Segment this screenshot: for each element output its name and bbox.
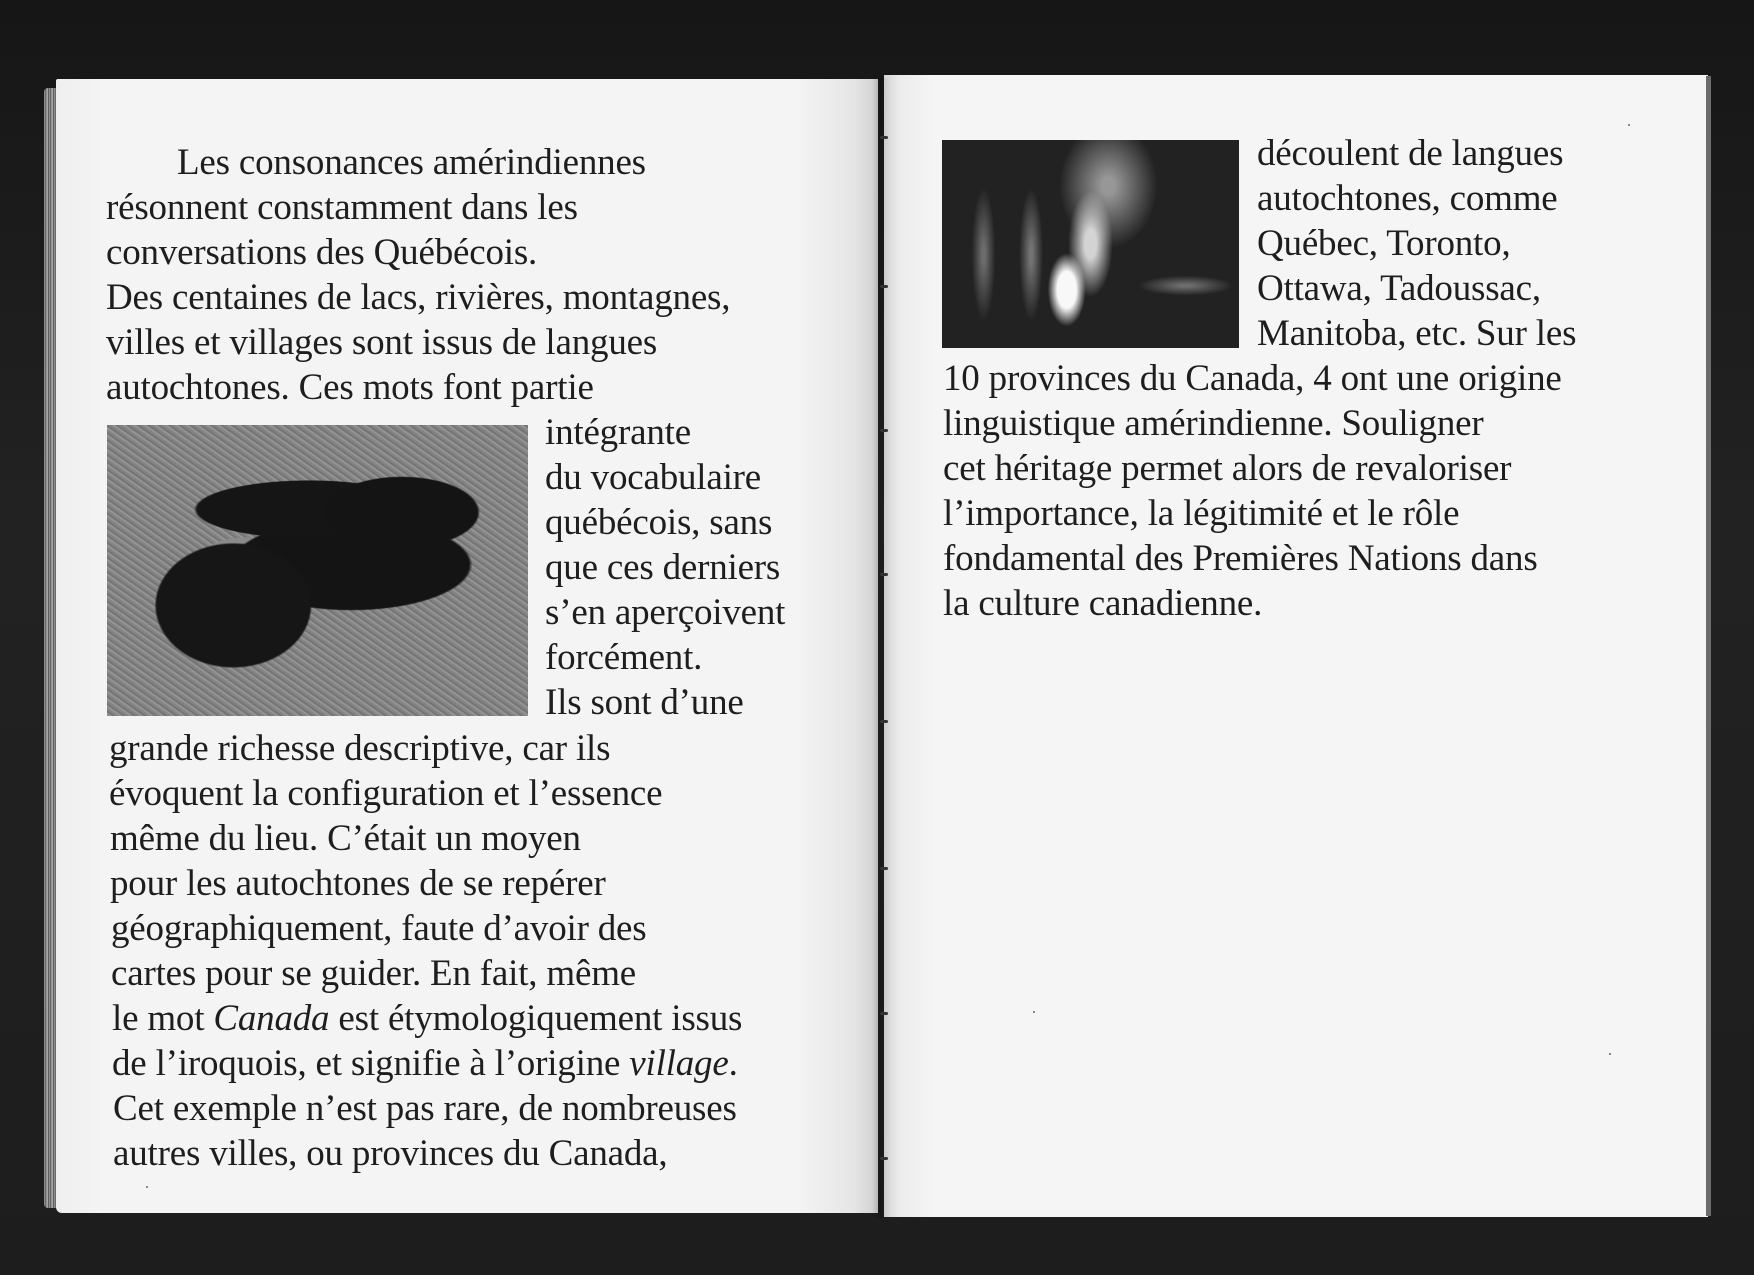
spine-stitch: [880, 1157, 888, 1160]
paper-speck: [1609, 1053, 1611, 1055]
paper-speck: [1033, 1011, 1035, 1013]
text-line: du vocabulaire: [545, 457, 762, 498]
text-line: Ottawa, Tadoussac,: [1257, 268, 1541, 309]
text-line: Les consonances amérindiennes: [177, 142, 646, 183]
text-line: autochtones. Ces mots font partie: [106, 367, 594, 408]
text-line: autochtones, comme: [1257, 178, 1558, 219]
spine-stitch: [880, 867, 888, 870]
text-line: forcément.: [545, 637, 703, 678]
text-line: Cet exemple n’est pas rare, de nombreuses: [113, 1088, 737, 1129]
text-line: Des centaines de lacs, rivières, montagnes,: [106, 277, 731, 318]
text-line: évoquent la configuration et l’essence: [109, 773, 663, 814]
text-run: le mot: [112, 998, 214, 1039]
text-line: autres villes, ou provinces du Canada,: [113, 1133, 668, 1174]
text-line: résonnent constamment dans les: [106, 187, 578, 228]
text-line: Manitoba, etc. Sur les: [1257, 313, 1577, 354]
text-line: Québec, Toronto,: [1257, 223, 1511, 264]
spine-stitch: [880, 720, 888, 723]
paper-speck: [146, 1186, 148, 1188]
spine-stitch: [880, 429, 888, 432]
text-run: est étymologiquement issus: [329, 998, 743, 1039]
text-line: s’en aperçoivent: [545, 592, 786, 633]
right-page-edge: [1706, 76, 1711, 1216]
text-line: cet héritage permet alors de revaloriser: [943, 448, 1512, 489]
book-spine: [872, 78, 892, 1218]
text-line-canada: [112, 996, 742, 1041]
text-line: intégrante: [545, 412, 691, 453]
text-line: Ils sont d’une: [545, 682, 744, 723]
text-line: l’importance, la légitimité et le rôle: [943, 493, 1460, 534]
text-line: villes et villages sont issus de langues: [106, 322, 658, 363]
text-line: que ces derniers: [545, 547, 781, 588]
text-line: grande richesse descriptive, car ils: [109, 728, 611, 769]
text-line: la culture canadienne.: [943, 583, 1263, 624]
spine-stitch: [880, 1012, 888, 1015]
text-line: québécois, sans: [545, 502, 773, 543]
text-line: pour les autochtones de se repérer: [110, 863, 606, 904]
spine-stitch: [880, 136, 888, 139]
spine-stitch: [880, 573, 888, 576]
italic-word-canada: Canada: [213, 998, 330, 1039]
text-line-village: [112, 1041, 738, 1086]
text-line: cartes pour se guider. En fait, même: [111, 953, 637, 994]
aerial-lake-photo: [107, 425, 528, 716]
text-run: de l’iroquois, et signifie à l’origine: [112, 1043, 630, 1084]
text-line: même du lieu. C’était un moyen: [110, 818, 581, 859]
paper-speck: [1628, 124, 1630, 126]
text-line: fondamental des Premières Nations dans: [943, 538, 1538, 579]
italic-word-village: village: [629, 1043, 729, 1084]
text-line: linguistique amérindienne. Souligner: [943, 403, 1484, 444]
text-line: conversations des Québécois.: [106, 232, 538, 273]
spine-stitch: [880, 285, 888, 288]
text-line: découlent de langues: [1257, 133, 1564, 174]
text-line: géographiquement, faute d’avoir des: [111, 908, 647, 949]
aurora-borealis-photo: [942, 140, 1239, 348]
text-line: 10 provinces du Canada, 4 ont une origine: [943, 358, 1562, 399]
text-run: .: [728, 1043, 738, 1084]
